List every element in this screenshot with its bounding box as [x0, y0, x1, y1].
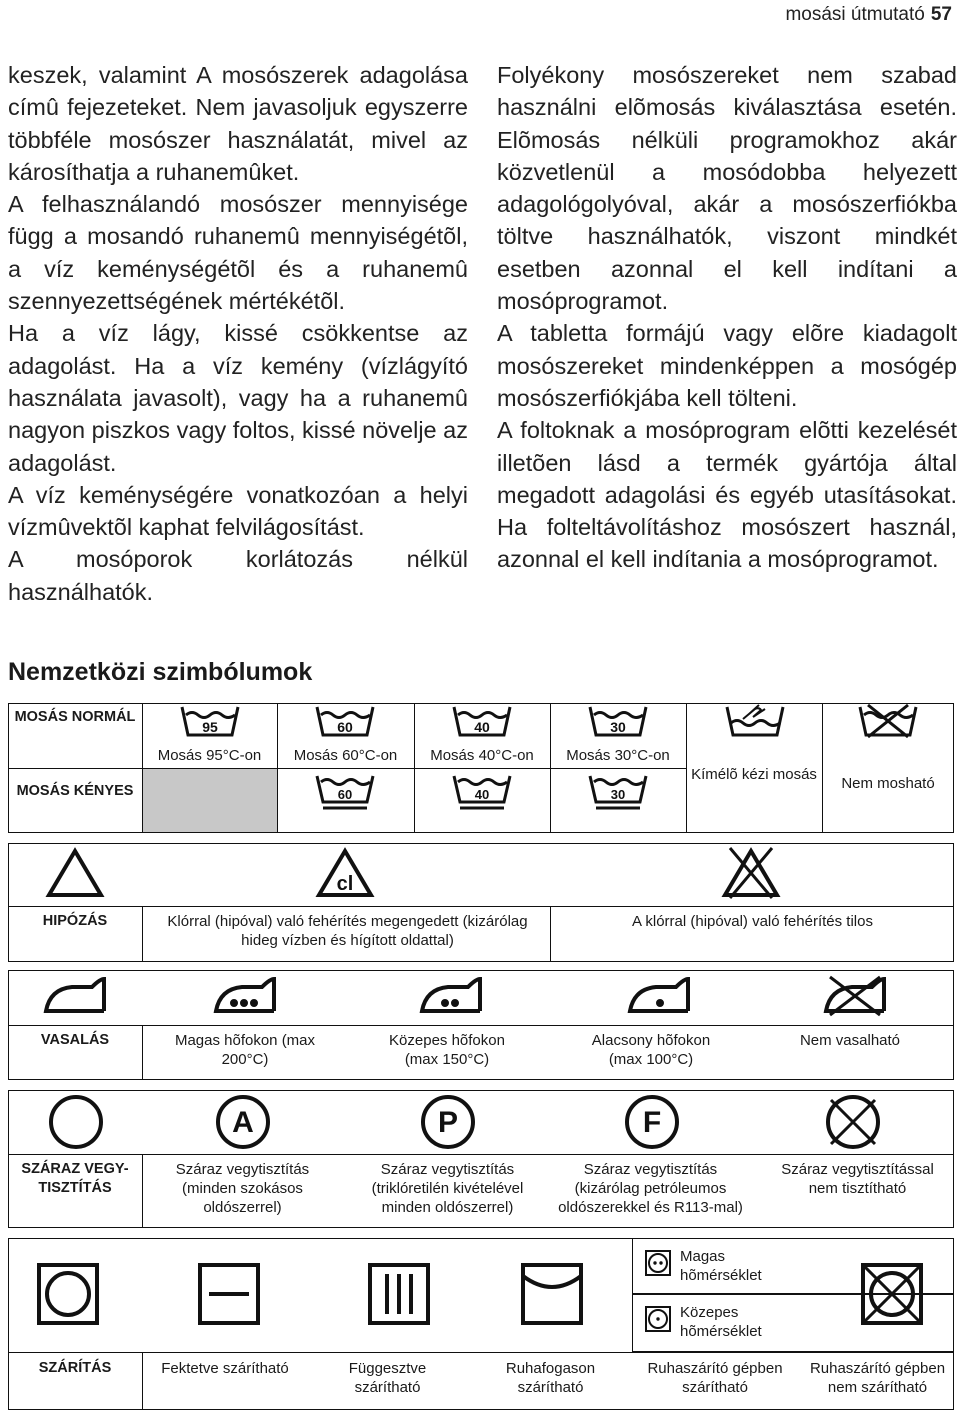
paragraph: Folyékony mosószereket nem szabad használni elõmosás kiválasztása esetén. Elõmosás nélküli programokhoz akár közvetlenül a mosódobba helyezett adagológolyóval, akár a mosószerfiókba töltve használhatók, viszont mindkét esetben azonnal el kell indítani a mosóprogramot.	[497, 62, 957, 315]
wash-delicate-30-icon	[588, 774, 648, 810]
iron-none-caption: Nem vasalható	[799, 1032, 901, 1049]
paragraph: keszek, valamint A mosószerek adagolása címû fejezeteket. Nem javasoljuk egyszerre többféle mosószer használatát, mivel az károsíthatja a ruhanemûket.	[8, 62, 468, 185]
iron-medium-icon	[418, 975, 484, 1015]
wash-temp-label: 40	[474, 787, 490, 802]
wash-95-icon	[180, 705, 240, 739]
paragraph: A tabletta formájú vagy elõre kiadagolt mosószereket mindenképpen a mosógép mosószerfiókjába kell tölteni.	[497, 320, 957, 411]
wash-60-icon	[315, 705, 375, 739]
dry-clean-letter: A	[232, 1106, 254, 1139]
wash-delicate-60-icon	[315, 774, 375, 810]
wash-95-caption: Mosás 95°C-on	[157, 747, 262, 764]
iron-icon	[42, 975, 108, 1015]
bleach-allowed-caption: Klórral (hipóval) való fehérítés megengedett (kizárólag hideg vízben és hígított oldattal)	[167, 913, 528, 949]
paragraph: A mosóporok korlátozás nélkül használhatók.	[8, 546, 468, 605]
drip-dry-icon	[367, 1262, 431, 1326]
no-iron-icon	[820, 973, 890, 1017]
dry-clean-a-icon	[215, 1094, 271, 1150]
high-temp-label: Magas hõmérséklet	[680, 1248, 762, 1284]
dry-flat-icon	[197, 1262, 261, 1326]
hand-wash-icon	[725, 705, 785, 739]
bleach-triangle-icon	[46, 848, 104, 898]
wash-delicate-label: MOSÁS KÉNYES	[16, 783, 134, 799]
wash-30-icon	[588, 705, 648, 739]
iron-medium-caption: Közepes hõfokon (max 150°C)	[389, 1032, 505, 1068]
no-tumble-dry-icon	[860, 1262, 924, 1326]
wash-temp-label: 60	[337, 719, 353, 735]
bleach-chlorine-icon	[316, 848, 374, 898]
wash-40-caption: Mosás 40°C-on	[430, 747, 534, 764]
paragraph: A felhasználandó mosószer mennyisége függ a mosandó ruhanemû mennyiségétõl, a víz keménységétõl és a ruhanemû szennyezettségének mértékétõl.	[8, 191, 468, 315]
right-text-column	[497, 59, 957, 576]
dry-clean-letter: F	[642, 1106, 662, 1139]
iron-high-caption: Magas hõfokon (max 200°C)	[174, 1032, 316, 1068]
drying-label: SZÁRÍTÁS	[38, 1360, 112, 1376]
no-dry-clean-caption: Száraz vegytisztítással nem tisztítható	[781, 1161, 934, 1197]
wash-normal-label: MOSÁS NORMÁL	[14, 709, 136, 725]
no-bleach-icon	[720, 846, 782, 900]
paragraph: Ha a víz lágy, kissé csökkentse az adagolást. Ha a víz kemény (vízlágyító használata javasolt), vagy ha a ruhanemû nagyon piszkos vagy foltos, kissé növelje az adagolást.	[8, 320, 468, 476]
no-tumble-dry-caption: Ruhaszárító gépben nem szárítható	[809, 1360, 946, 1396]
dry-clean-label: SZÁRAZ VEGY-TISZTÍTÁS	[21, 1161, 129, 1196]
dry-clean-f-icon	[624, 1094, 680, 1150]
dry-clean-f-caption: Száraz vegytisztítás (kizárólag petróleumos oldószerekkel és R113-mal)	[558, 1161, 743, 1216]
page-header	[785, 4, 952, 26]
paragraph: A víz keménységére vonatkozóan a helyi vízmûvektõl kaphat felvilágosítást.	[8, 481, 468, 541]
no-wash-icon	[858, 705, 918, 739]
mid-temp-label: Közepes hõmérséklet	[680, 1304, 762, 1340]
no-wash-caption: Nem mosható	[841, 775, 935, 792]
wash-delicate-40-icon	[452, 774, 512, 810]
wash-40-icon	[452, 705, 512, 739]
iron-label: VASALÁS	[40, 1032, 110, 1048]
bleach-forbidden-caption: A klórral (hipóval) való fehérítés tilos	[632, 913, 873, 930]
iron-low-caption: Alacsony hõfokon (max 100°C)	[591, 1032, 711, 1068]
left-text-column	[8, 59, 468, 608]
tumble-dry-icon	[36, 1262, 100, 1326]
tumble-dry-high-icon	[645, 1250, 671, 1276]
hand-wash-caption: Kímélõ kézi mosás	[691, 766, 817, 783]
iron-low-icon	[626, 975, 692, 1015]
dry-flat-caption: Fektetve szárítható	[161, 1360, 289, 1377]
iron-high-icon	[212, 975, 278, 1015]
wash-temp-label: 30	[610, 719, 626, 735]
page-number: 57	[930, 4, 952, 25]
dry-clean-p-icon	[420, 1094, 476, 1150]
wash-temp-label: 60	[337, 787, 353, 802]
dry-clean-letter: P	[437, 1106, 459, 1139]
no-dry-clean-icon	[825, 1094, 881, 1150]
bleach-label: HIPÓZÁS	[42, 913, 108, 929]
line-dry-icon	[520, 1262, 584, 1326]
wash-temp-label: 40	[474, 719, 490, 735]
dry-clean-icon	[48, 1094, 104, 1150]
tumble-dry-medium-icon	[645, 1306, 671, 1332]
tumble-dry-caption: Ruhaszárító gépben szárítható	[647, 1360, 783, 1396]
header-title: mosási útmutató	[785, 4, 925, 25]
wash-30-caption: Mosás 30°C-on	[566, 747, 670, 764]
drip-dry-caption: Függesztve szárítható	[348, 1360, 427, 1396]
dry-clean-a-caption: Száraz vegytisztítás (minden szokásos oldószerrel)	[175, 1161, 310, 1216]
dry-clean-p-caption: Száraz vegytisztítás (triklóretilén kivételével minden oldószerrel)	[371, 1161, 524, 1216]
wash-60-caption: Mosás 60°C-on	[293, 747, 398, 764]
section-title: Nemzetközi szimbólumok	[8, 658, 313, 686]
wash-temp-label: 95	[202, 719, 218, 735]
shaded-cell	[143, 769, 277, 832]
paragraph: A foltoknak a mosóprogram elõtti kezelését illetõen lásd a termék gyártója által megadott adagolási és egyéb utasításokat. Ha folteltávolításhoz mosószert használ, azonnal el kell indítania a mosóprogramot.	[497, 417, 957, 573]
wash-temp-label: 30	[610, 787, 626, 802]
chlorine-symbol: cl	[336, 873, 354, 895]
line-dry-caption: Ruhafogason szárítható	[505, 1360, 596, 1396]
